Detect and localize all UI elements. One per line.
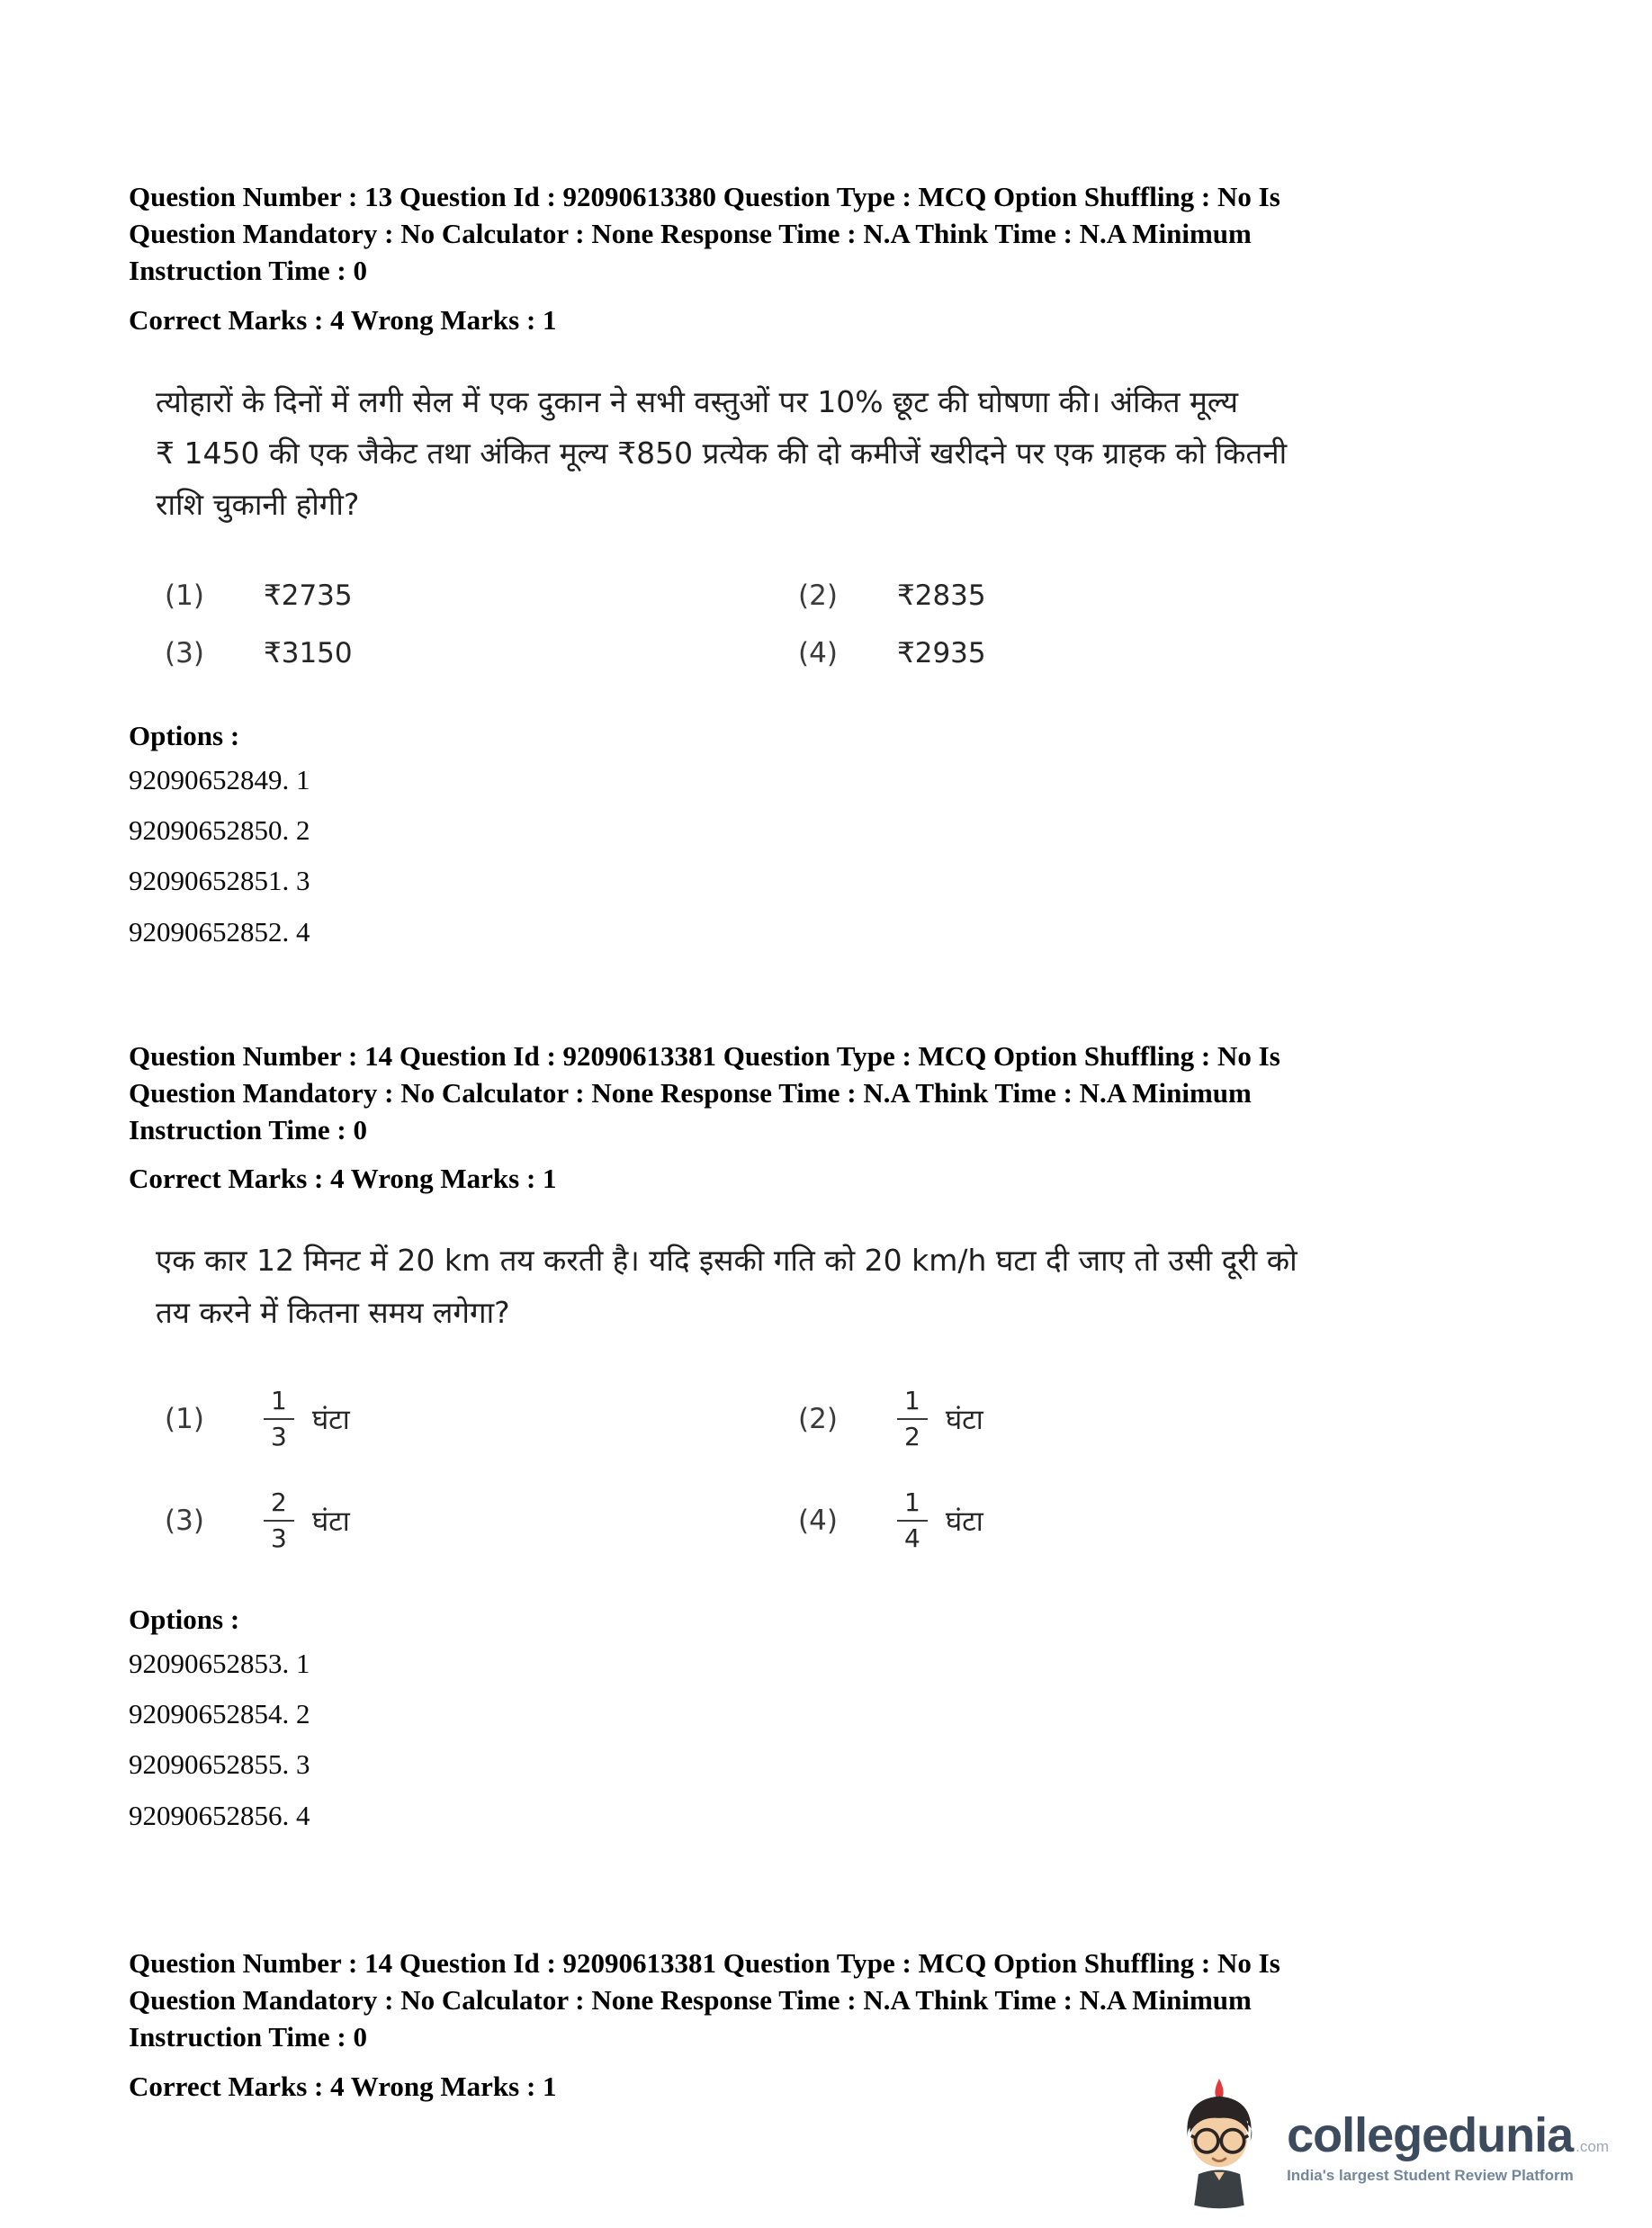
choice-2	[798, 579, 1481, 612]
choice-unit: घंटा	[311, 1404, 350, 1437]
choice-unit: घंटा	[311, 1505, 350, 1538]
fraction-denominator: 4	[897, 1520, 928, 1553]
choice-value: ₹2835	[897, 579, 986, 612]
brand-name-row	[1287, 2107, 1609, 2163]
fraction-numerator: 1	[271, 1386, 287, 1416]
choice-value: ₹2735	[264, 579, 353, 612]
question-text-line: राशि चुकानी होगी?	[156, 487, 360, 523]
option-id: 92090652849. 1	[129, 763, 310, 795]
choice-3	[165, 637, 798, 669]
question-block-14	[129, 1038, 1481, 1838]
option-id: 92090652853. 1	[129, 1647, 310, 1679]
question-text-line: त्योहारों के दिनों में लगी सेल में एक दुकान ने सभी वस्तुओं पर 10% छूट की घोषणा की। अंकित मूल्य	[156, 383, 1239, 419]
marks-line: Correct Marks : 4 Wrong Marks : 1	[129, 1163, 557, 1195]
options-label: Options :	[129, 1603, 240, 1635]
fraction	[264, 1488, 294, 1553]
brand-name: collegedunia	[1287, 2108, 1574, 2162]
brand-tagline: India's largest Student Review Platform	[1287, 2167, 1574, 2184]
option-id: 92090652856. 4	[129, 1799, 310, 1831]
option-id: 92090652852. 4	[129, 915, 310, 948]
question-meta-line: Question Number : 14 Question Id : 92090613381 Question Type : MCQ Option Shuffling : No Is	[129, 1039, 1280, 1072]
fraction-numerator: 2	[271, 1487, 287, 1517]
brand-domain: .com	[1576, 2138, 1609, 2155]
fraction-denominator: 3	[264, 1520, 294, 1553]
option-id: 92090652851. 3	[129, 865, 310, 897]
question-meta-line: Instruction Time : 0	[129, 2021, 367, 2053]
question-text	[156, 1235, 1469, 1338]
answer-choices	[165, 579, 1481, 669]
question-meta-line: Instruction Time : 0	[129, 255, 367, 287]
choice-2	[798, 1387, 1481, 1451]
choice-number: (3)	[165, 1504, 204, 1537]
question-meta-line: Question Number : 14 Question Id : 92090613381 Question Type : MCQ Option Shuffling : No Is	[129, 1946, 1280, 1979]
choice-value: ₹2935	[897, 636, 986, 669]
choice-number: (4)	[798, 636, 838, 669]
question-meta-line: Question Mandatory : No Calculator : None Response Time : N.A Think Time : N.A Minimum	[129, 218, 1252, 250]
fraction-denominator: 2	[897, 1418, 928, 1451]
question-meta-line: Question Mandatory : No Calculator : None Response Time : N.A Think Time : N.A Minimum	[129, 1984, 1252, 2017]
choice-value: ₹3150	[264, 636, 353, 669]
fraction-numerator: 1	[904, 1487, 920, 1517]
question-meta-line: Question Mandatory : No Calculator : None Response Time : N.A Think Time : N.A Minimum	[129, 1076, 1252, 1109]
question-meta	[129, 178, 1481, 290]
fraction	[897, 1387, 928, 1451]
question-text-line: तय करने में कितना समय लगेगा?	[156, 1294, 510, 1330]
choice-3	[165, 1488, 798, 1553]
choice-number: (1)	[165, 1403, 204, 1436]
question-text-line: एक कार 12 मिनट में 20 km तय करती है। यदि इसकी गति को 20 km/h घटा दी जाए तो उसी दूरी को	[156, 1243, 1297, 1279]
question-text-line: ₹ 1450 की एक जैकेट तथा अंकित मूल्य ₹850 प्रत्येक की दो कमीजें खरीदने पर एक ग्राहक को कितनी	[156, 436, 1288, 472]
answer-choices	[165, 1387, 1481, 1553]
choice-number: (1)	[165, 579, 204, 612]
choice-1	[165, 579, 798, 612]
marks-line: Correct Marks : 4 Wrong Marks : 1	[129, 2070, 557, 2102]
brand-text	[1287, 2107, 1609, 2185]
collegedunia-logo	[1166, 2079, 1609, 2214]
question-meta-line: Question Number : 13 Question Id : 92090613380 Question Type : MCQ Option Shuffling : No Is	[129, 181, 1280, 212]
question-text	[156, 376, 1469, 531]
options-label: Options :	[129, 719, 240, 751]
choice-unit: घंटा	[945, 1404, 983, 1437]
marks-line: Correct Marks : 4 Wrong Marks : 1	[129, 303, 557, 336]
option-id-list	[129, 1641, 1481, 1838]
question-block-13	[129, 178, 1481, 955]
choice-4	[798, 637, 1481, 669]
fraction	[897, 1488, 928, 1553]
question-meta-line: Instruction Time : 0	[129, 1114, 367, 1146]
choice-number: (2)	[798, 579, 838, 612]
choice-4	[798, 1488, 1481, 1553]
option-id: 92090652850. 2	[129, 814, 310, 847]
option-id-list	[129, 758, 1481, 955]
choice-number: (3)	[165, 636, 204, 669]
choice-number: (4)	[798, 1504, 838, 1537]
question-meta	[129, 1038, 1481, 1149]
choice-number: (2)	[798, 1403, 838, 1436]
option-id: 92090652855. 3	[129, 1748, 310, 1781]
option-id: 92090652854. 2	[129, 1698, 310, 1730]
fraction-denominator: 3	[264, 1418, 294, 1451]
choice-1	[165, 1387, 798, 1451]
fraction	[264, 1387, 294, 1451]
collegedunia-mascot-icon	[1166, 2079, 1272, 2214]
choice-unit: घंटा	[945, 1505, 983, 1538]
fraction-numerator: 1	[904, 1386, 920, 1416]
question-meta	[129, 1945, 1481, 2056]
